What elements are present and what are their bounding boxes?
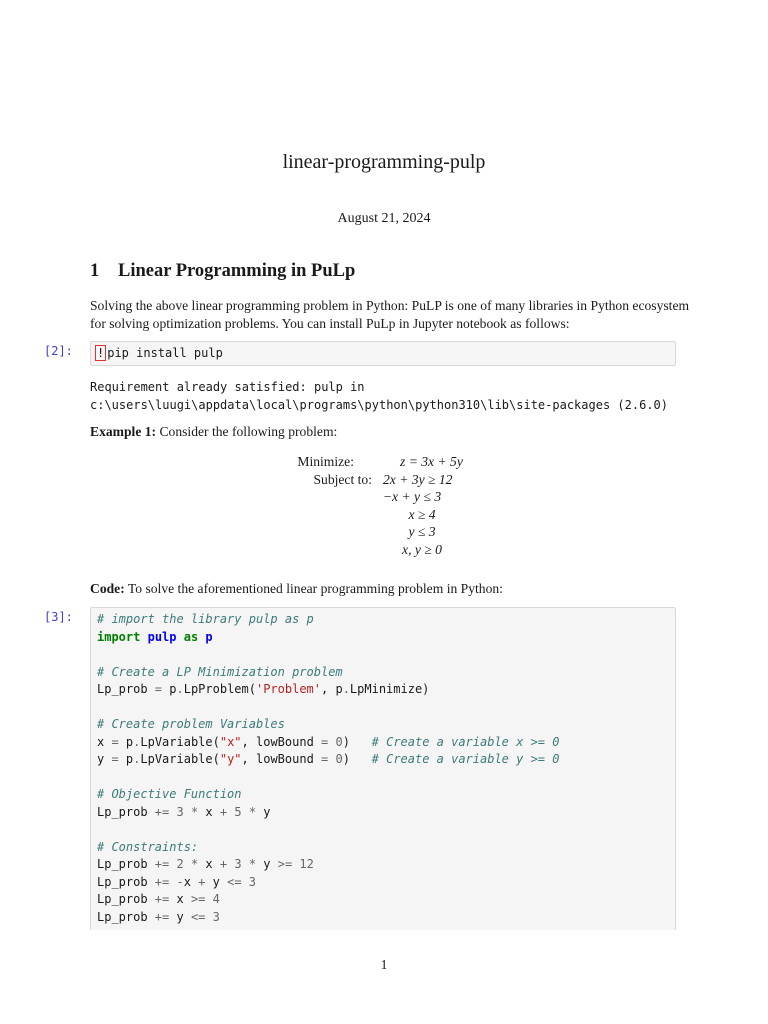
intro-paragraph: Solving the above linear programming problem in Python: PuLP is one of many libraries in Python ecosystem for solving optimization problems. You can install PuLp in Jupyter notebook as follows: [90,298,690,331]
code-keyword: import [97,629,141,644]
code-token: x [97,734,112,749]
code-token [184,805,191,819]
code-token: y [169,909,191,924]
code-token: ) [342,752,372,766]
code-token: , lowBound [241,734,322,749]
code-operator: * [190,857,199,871]
math-row-c4 [280,523,490,541]
code-token: p [118,734,134,749]
code-operator: . [176,682,184,696]
code-token: Lp_prob [97,909,155,924]
install-command: pip install pulp [107,346,223,360]
code-number: 4 [212,892,220,906]
code-token: y [256,804,271,819]
code-intro-line [90,581,503,597]
code-operator: . [133,734,141,749]
constraint-5: x, y ≥ 0 [402,541,442,557]
section-title: Linear Programming in PuLp [118,261,356,281]
code-operator: + [219,804,228,819]
output-line-1: Requirement already satisfied: pulp in [90,380,365,394]
code-token [328,735,335,749]
code-token: p [162,682,177,696]
code-operator: . [133,752,141,766]
code-token [205,910,212,924]
code-operator: = [111,752,119,766]
code-alias: p [205,629,213,644]
code-intro-text: To solve the aforementioned linear programming problem in Python: [127,581,503,596]
code-token: x [169,892,191,906]
lp-formulation [280,453,490,558]
code-token: LpMinimize) [349,682,430,696]
code-token: x [198,857,220,871]
code-comment: # Create a variable x >= 0 [371,734,560,749]
code-token [242,857,249,871]
code-cell-install[interactable] [90,341,676,366]
code-token: y [205,874,228,889]
code-token: , lowBound [241,752,322,766]
code-token: LpVariable( [140,752,220,766]
section-number: 1 [90,261,100,281]
code-comment: # Create a LP Minimization problem [97,664,343,679]
page-number: 1 [380,957,388,972]
code-operator: <= [227,874,242,889]
code-operator: * [248,804,257,819]
code-operator: = [321,752,329,766]
code-token: p [118,752,134,766]
math-row-c2 [280,488,490,506]
code-comment: # Objective Function [97,787,242,801]
document-date: August 21, 2024 [337,211,431,226]
code-token [242,805,249,819]
code-operator: * [190,804,199,819]
example-text: Consider the following problem: [159,424,338,439]
objective-expression: z = 3x + 5y [400,454,463,469]
code-token: Lp_prob [97,874,155,889]
code-comment: # import the library pulp as p [97,612,314,626]
math-row-c5 [280,541,490,559]
code-block [97,611,675,926]
code-token: LpProblem( [183,682,256,696]
subject-label: Subject to: [313,471,372,487]
code-operator: . [342,682,350,696]
code-number: 12 [299,857,314,871]
code-operator: * [248,857,257,871]
math-row-objective [280,453,490,471]
code-token: ) [342,734,372,749]
code-keyword: as [183,629,199,644]
code-number: 0 [335,752,343,766]
code-token: Lp_prob [97,892,155,906]
constraint-1: 2x + 3y ≥ 12 [383,471,453,487]
output-line-2: c:\users\luugi\appdata\local\programs\python\python310\lib\site-packages (2.6.0) [90,398,668,412]
code-number: 3 [248,874,257,889]
code-number: 3 [176,804,184,819]
code-token [184,857,191,871]
constraint-2: −x + y ≤ 3 [382,489,442,504]
code-operator: >= [190,892,206,906]
code-operator: >= [277,857,293,871]
code-string: "x" [219,734,242,749]
code-number: 5 [234,804,242,819]
code-operator: += [154,892,170,906]
math-row-subject [280,471,490,489]
code-operator: + [198,874,206,889]
code-cell-model[interactable] [90,607,676,930]
code-operator: = [111,734,119,749]
code-token [242,875,249,889]
code-number: 2 [176,857,184,871]
code-token [205,892,212,906]
code-module: pulp [147,629,177,644]
constraint-3: x ≥ 4 [408,506,436,522]
code-comment: # Constraints: [97,839,199,854]
code-token: x [183,874,199,889]
code-operator: += [154,804,170,819]
code-operator: - [176,874,184,889]
code-operator: <= [190,909,206,924]
code-label: Code: [90,581,125,596]
minimize-label: Minimize: [297,454,354,469]
code-token: y [256,857,278,871]
document-title: linear-programming-pulp [282,151,486,173]
code-operator: = [321,734,329,749]
code-number: 0 [335,734,343,749]
example-line [90,424,337,440]
code-operator: + [219,857,228,871]
constraint-4: y ≤ 3 [408,524,436,539]
code-token [328,752,335,766]
code-comment: # Create problem Variables [97,717,285,731]
code-token: Lp_prob [97,857,155,871]
cell-prompt-2: [2]: [44,344,73,358]
cursor-bang: ! [97,346,105,360]
code-token: x [198,804,220,819]
code-token: y [97,752,112,766]
code-token: Lp_prob [97,804,155,819]
code-comment: # Create a variable y >= 0 [371,752,560,766]
code-token: , p [321,682,343,696]
cell-prompt-3: [3]: [44,610,73,624]
example-label: Example 1: [90,424,157,439]
cell-output [90,378,668,414]
section-heading [90,261,355,282]
code-token: LpVariable( [140,734,220,749]
code-token: Lp_prob [97,682,155,696]
math-row-c3 [280,506,490,524]
code-operator: = [154,682,163,696]
code-string: "y" [219,752,242,766]
code-string: 'Problem' [255,682,321,696]
code-operator: += [154,909,170,924]
code-operator: += [154,857,170,871]
code-operator: += [154,874,170,889]
code-number: 3 [212,909,220,924]
code-number: 3 [234,857,242,871]
